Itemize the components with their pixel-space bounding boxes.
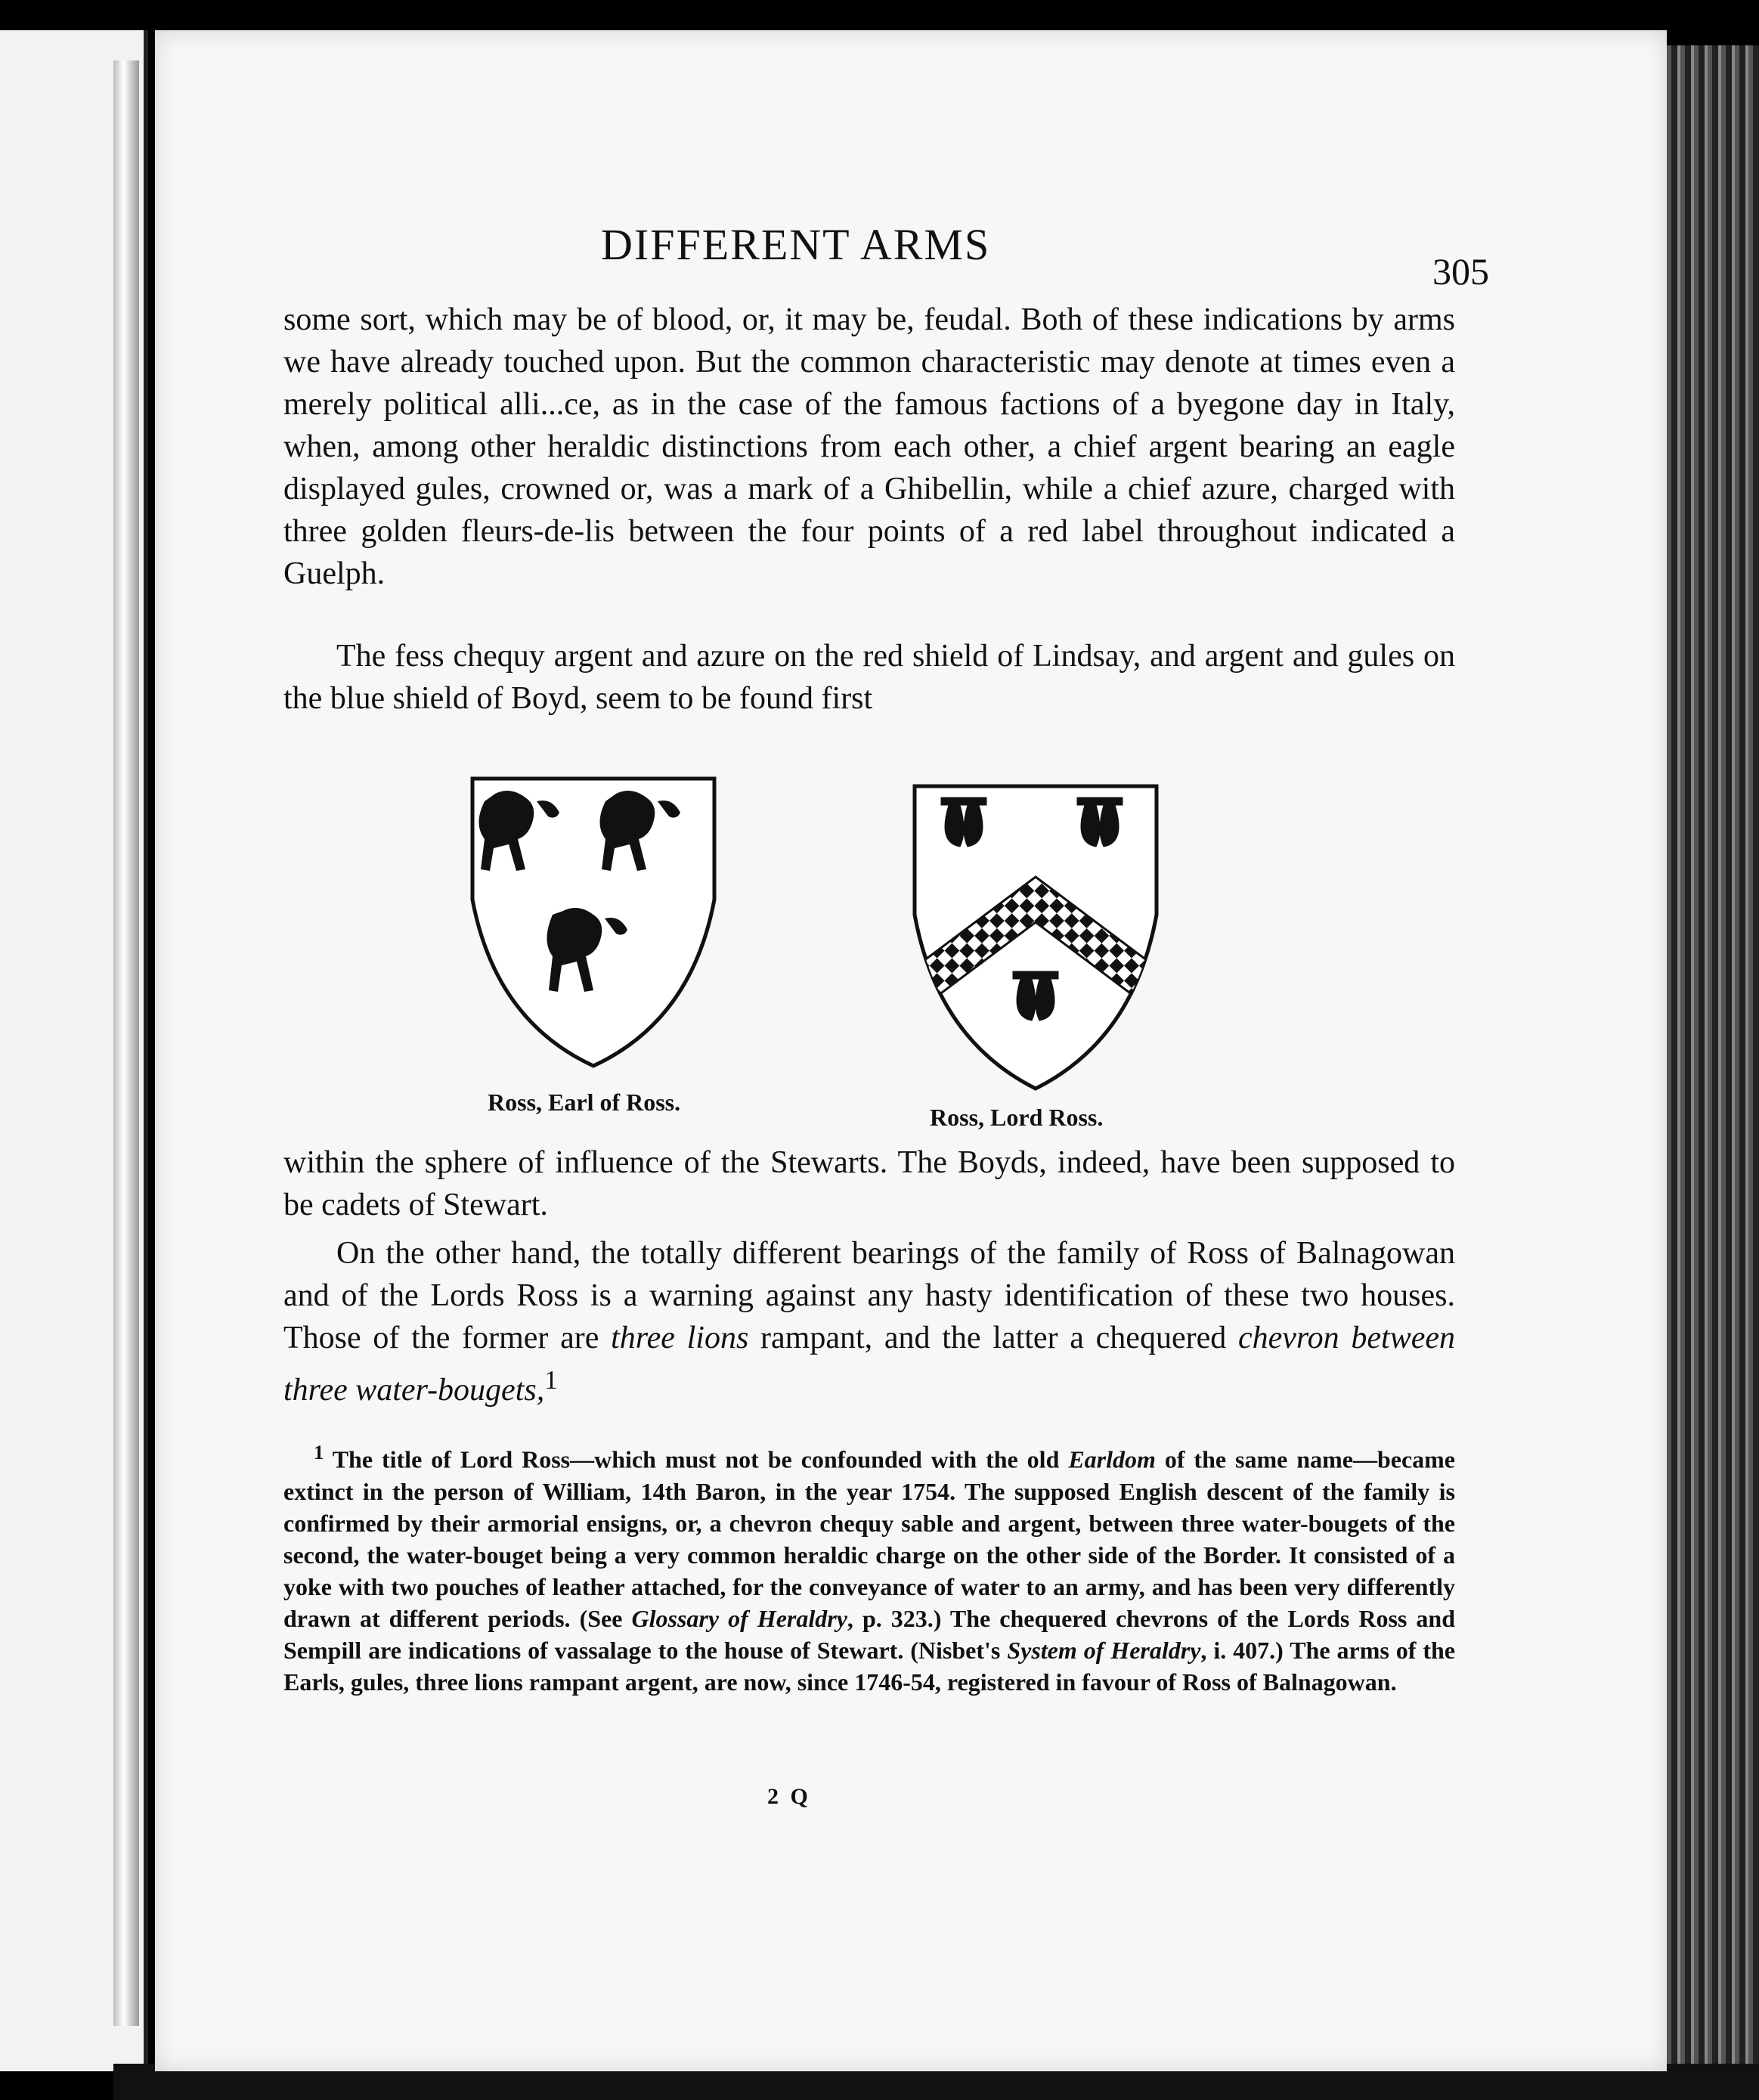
footnote-italic-earldom: Earldom <box>1068 1445 1156 1473</box>
footnote <box>283 1436 1455 1698</box>
paragraph-2: The fess chequy argent and azure on the red shield of Lindsay, and argent and gules on the blue shield of Boyd, seem to be found first <box>283 639 1455 716</box>
page-number: 305 <box>1432 250 1489 293</box>
shield-lord-ross <box>907 779 1164 1096</box>
signature-mark: 2 Q <box>767 1784 811 1809</box>
footnote-italic-system: System of Heraldry <box>1007 1636 1201 1664</box>
paragraph-4 <box>283 1232 1455 1411</box>
book-page <box>155 30 1667 2071</box>
paragraph-3: within the sphere of influence of the Stewarts. The Boyds, indeed, have been supposed to be cadets of Stewart. <box>283 1145 1455 1222</box>
footnote-italic-glossary: Glossary of Heraldry <box>631 1604 847 1632</box>
footnote-marker: 1 <box>314 1441 324 1463</box>
left-page-edge <box>0 30 148 2071</box>
page-fold <box>113 60 139 2026</box>
footnote-text-g: , i. 407.) The arms of the Earls, gules, three lions rampant argent, are now, since 1746-54, registered in favour of Ross of Balnagowan. <box>283 1636 1456 1696</box>
shield-earl-of-ross <box>465 771 722 1073</box>
footnote-text-e: , p. 323.) The chequered chevrons of the Lords Ross and Sempill are indications of vassalage to the house of Stewart. (Nisbet's <box>283 1604 1455 1664</box>
footnote-text-a: The title of Lord Ross—which must not be confounded with the old <box>324 1445 1069 1473</box>
caption-earl-of-ross: Ross, Earl of Ross. <box>488 1089 681 1116</box>
shield-three-lions-icon <box>465 771 722 1073</box>
caption-lord-ross: Ross, Lord Ross. <box>930 1104 1104 1131</box>
p4-text-a: On the other hand, the totally different bearings of the family of Ross of Balnagowan and of the Lords Ross is a warning against any hasty identification of these two houses. Those of the former are <box>283 1236 1455 1355</box>
footnote-ref: 1 <box>544 1365 558 1395</box>
paragraph-1: some sort, which may be of blood, or, it may be, feudal. Both of these indications by arms we have already touched upon. But the common characteristic may denote at times even a merely political alli...ce, as in the case of the famous factions of a byegone day in Italy, when, among other heraldic distinctions from each other, a chief argent bearing an eagle displayed gules, crowned or, was a mark of a Ghibellin, while a chief azure, charged with three golden fleurs-de-lis between the four points of a red label throughout indicated a Guelph. <box>283 302 1455 591</box>
p4-italic-chevron: chevron between three water-bougets, <box>283 1321 1456 1408</box>
right-page-stack <box>1667 45 1759 2071</box>
shield-chevron-bougets-icon <box>907 779 1164 1096</box>
running-head: DIFFERENT ARMS <box>601 220 991 269</box>
p4-italic-lions: three lions <box>611 1321 749 1355</box>
p4-text-c: rampant, and the latter a chequered <box>748 1321 1238 1355</box>
footnote-text-c: of the same name—became extinct in the person of William, 14th Baron, in the year 1754. The supposed English descent of the family is confirmed by their armorial ensigns, or, a chevron chequy sable and argent, between three water-bougets of the second, the water-bouget being a very common heraldic charge on the other side of the Border. It consisted of a yoke with two pouches of leather attached, for the conveyance of water to an army, and has been very differently drawn at different periods. (See <box>283 1445 1456 1632</box>
